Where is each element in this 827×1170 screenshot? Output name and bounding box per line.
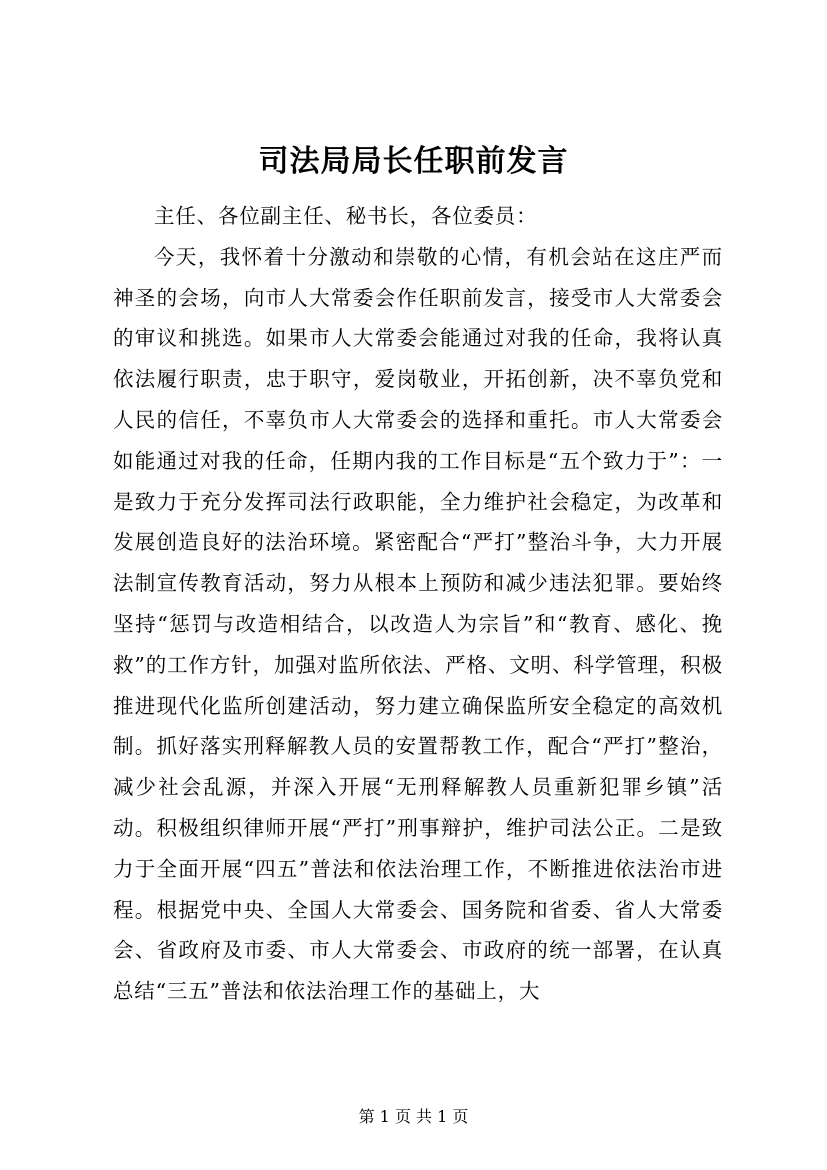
document-title: 司法局局长任职前发言 [258, 144, 569, 179]
document-body [113, 196, 723, 1012]
salutation: 主任、各位副主任、秘书长，各位委员： [154, 204, 538, 228]
page-footer: 第 1 页 共 1 页 [358, 1107, 469, 1126]
body-paragraph: 今天，我怀着十分激动和崇敬的心情，有机会站在这庄严而神圣的会场，向市人大常委会作任职前发言，接受市人大常委会的审议和挑选。如果市人大常委会能通过对我的任命，我将认真依法履行职责，忠于职守，爱岗敬业，开拓创新，决不辜负党和人民的信任，不辜负市人大常委会的选择和重托。市人大常委会如能通过对我的任命，任期内我的工作目标是“五个致力于”：一是致力于充分发挥司法行政职能，全力维护社会稳定，为改革和发展创造良好的法治环境。紧密配合“严打”整治斗争，大力开展法制宣传教育活动，努力从根本上预防和减少违法犯罪。要始终坚持“惩罚与改造相结合，以改造人为宗旨”和“教育、感化、挽救”的工作方针，加强对监所依法、严格、文明、科学管理，积极推进现代化监所创建活动，努力建立确保监所安全稳定的高效机制。抓好落实刑释解教人员的安置帮教工作，配合“严打”整治，减少社会乱源，并深入开展“无刑释解教人员重新犯罪乡镇”活动。积极组织律师开展“严打”刑事辩护，维护司法公正。二是致力于全面开展“四五”普法和依法治理工作，不断推进依法治市进程。根据党中央、全国人大常委会、国务院和省委、省人大常委会、省政府及市委、市人大常委会、市政府的统一部署，在认真总结“三五”普法和依法治理工作的基础上，大 [113, 244, 723, 1004]
